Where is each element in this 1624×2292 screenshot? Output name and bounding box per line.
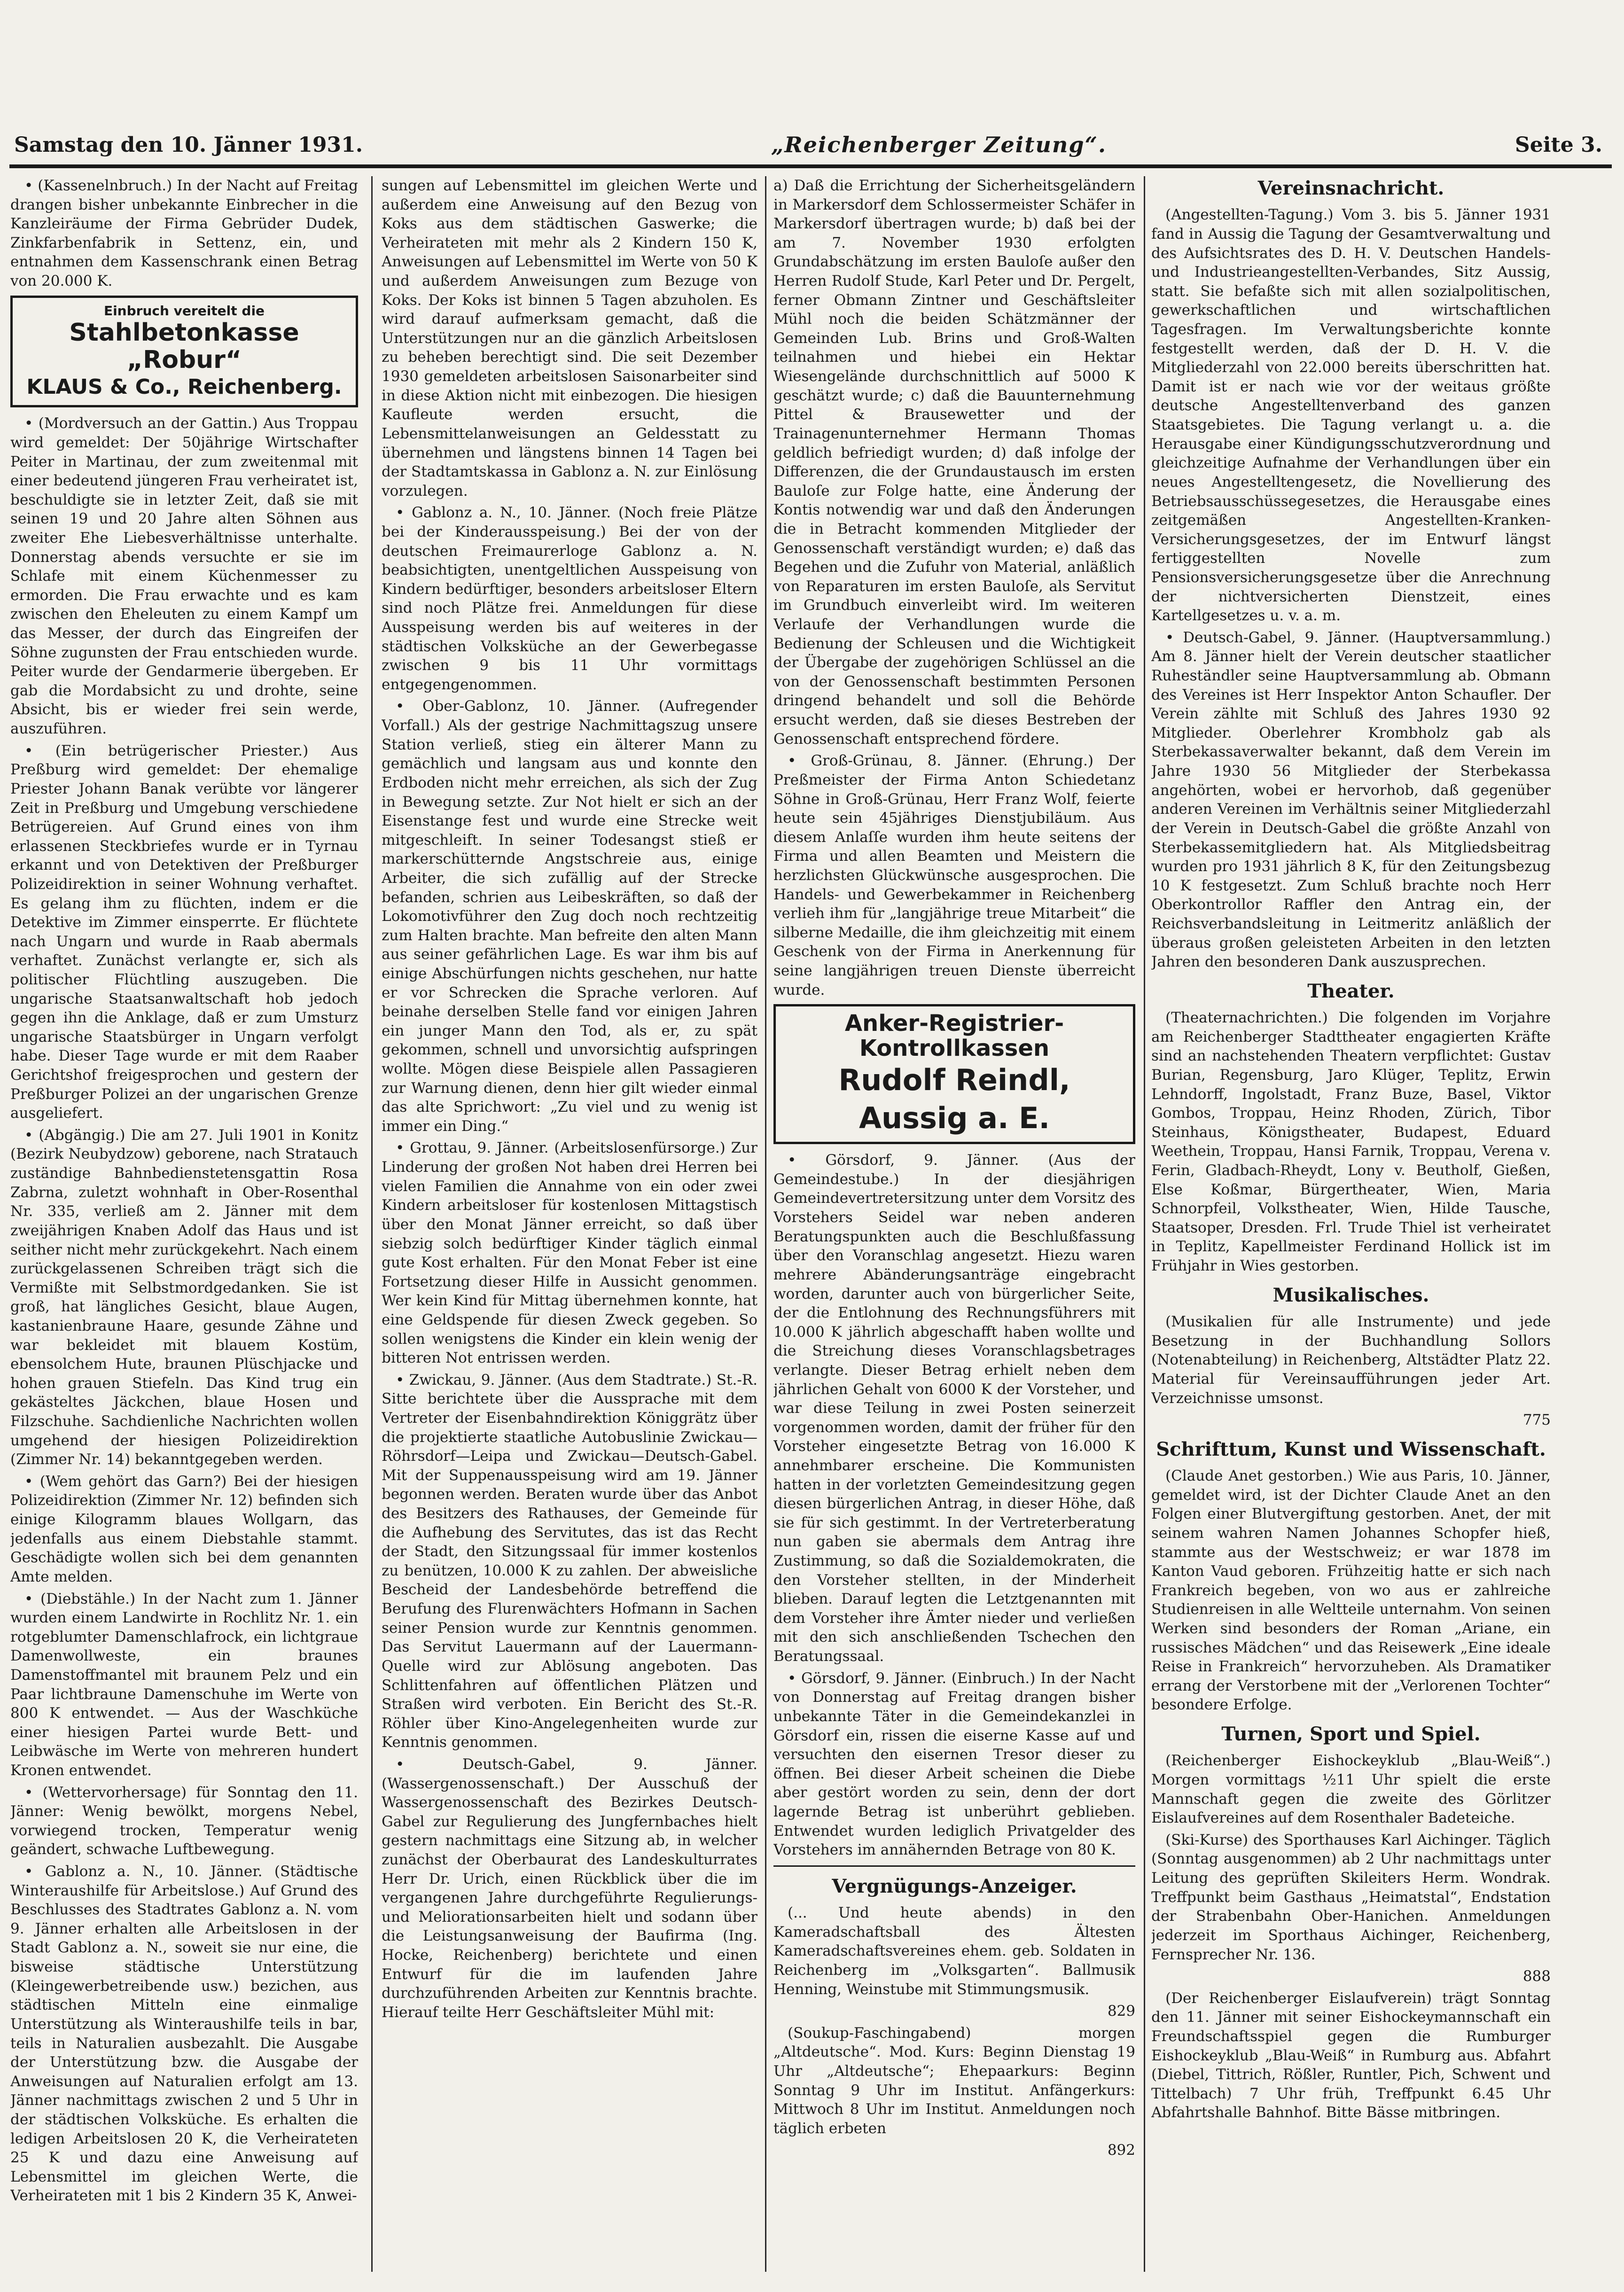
article-continued: sungen auf Lebensmittel im gleichen Werte und außerdem eine Anweisung auf den Bezug von Koks aus dem städtischen Gaswerke; die Verheirateten mit mehr als 2 Kindern 150 K, Anweisungen auf Lebensmittel im Werte von 50 K und außerdem Anweisungen zum Bezuge von Koks. Der Koks ist binnen 5 Tagen abzuholen. Es wird darauf aufmerksam gemacht, daß die Unterstützungen nur an die gänzlich Arbeitslosen zu beheben berechtigt sind. Die seit Dezember 1930 gemeldeten arbeitslosen Saisonarbeiter sind in diese Aktion nicht mit einbezogen. Die hiesigen Kaufleute werden ersucht, die Lebensmittelanweisungen an Geldesstatt zu übernehmen und längstens binnen 14 Tagen bei der Stadtamtskassa in Gablonz a. N. zur Einlösung vorzulegen.: [382, 177, 757, 499]
ad-robur-line2: Stahlbetonkasse „Robur“: [69, 319, 299, 374]
article-gablonz-winteraushilfe: • Gablonz a. N., 10. Jänner. (Städtische Winteraushilfe für Arbeitslose.) Auf Grund des Beschlusses des Stadtrates Gablonz a. N. vom 9. Jänner erhalten alle Arbeitslosen in der Stadt Gablonz a. N., soweit sie nur eine, die bisweise städtische Unterstützung (Kleingewerbetreibende usw.) bezichen, aus städtischen Mitteln eine einmalige Unterstützung als Winteraushilfe teils in bar, teils in Naturalien ausbezahlt. Die Ausgabe der Unterstützung bzw. die Ausgabe der Anweisungen auf Naturalien erfolgt am 13. Jänner nachmittags zwischen 2 und 5 Uhr in der städtischen Volksküche. Es erhalten die ledigen Arbeitslosen 20 K, die Verheirateten 25 K und dazu eine Anweisung auf Lebensmittel im gleichen Werte, die Verheirateten mit 1 bis 2 Kindern 35 K, Anwei-: [10, 1863, 358, 2205]
article-continued: a) Daß die Errichtung der Sicherheitsgeländern in Markersdorf dem Schlossermeister Schäfer in Markersdorf übertragen wurde; b) daß bei der am 7. November 1930 erfolgten Grundabschätzung im ersten Bauloſe außer den Herren Rudolf Stude, Karl Peter und Dr. Pergelt, ferner Obmann Zintner und Geschäftsleiter Mühl noch die beiden Schätzmänner der Gemeinden Lub. Brins und Groß-Walten teilnahmen und hiebei ein Hektar Wiesengelände durchschnittlich auf 5000 K geschätzt wurde; c) daß die Bauunternehmung Pittel & Brausewetter und der Trainagenunternehmer Hermann Thomas geldlich befriedigt wurden; d) daß infolge der Differenzen, die der Grundaustausch im ersten Bauloſe zur Folge hatte, eine Änderung der Kontis notwendig war und daß den Änderungen die in Betracht kommenden Mitglieder der Genossenschaft verständigt wurden; e) daß das Begehen und die Zufuhr von Material, anläßlich von Reparaturen im ersten Bauloſe, als Servitut im Grundbuch einverleibt wird. Im weiteren Verlaufe der Verhandlungen wurde die Bedienung der Schleusen und die Wichtigkeit der Übergabe der zugehörigen Schlüssel an die von der Genossenschaft bestimmten Personen dringend behandelt und soll die Behörde ersucht werden, daß sie dieses Bestreben der Genossenschaft entsprechend fördere.: [773, 177, 1135, 748]
section-heading-vergnuegung: Vergnügungs-Anzeiger.: [832, 1875, 1077, 1897]
listing-number: 775: [1522, 1411, 1551, 1429]
listing-soukup: (Soukup-Faschingabend) morgen „Altdeutsche“. Mod. Kurs: Beginn Dienstag 19 Uhr „Altdeutsche“; Ehepaarkurs: Beginn Sonntag 9 Uhr im Institut. Anfängerkurs: Mittwoch 8 Uhr im Institut. Anmeldungen noch täglich erbeten: [773, 2024, 1135, 2137]
article-kasseneinbruch: • (Kassenelnbruch.) In der Nacht auf Freitag drangen bisher unbekannte Einbrecher in die Kanzleiräume der Firma Gebrüder Dudek, Zinkfarbenfabrik in Settenz, ein, und entnahmen dem Kassenschrank einen Betrag von 20.000 K.: [10, 177, 358, 290]
article-mordversuch: • (Mordversuch an der Gattin.) Aus Troppau wird gemeldet: Der 50jährige Wirtschafter Peiter in Martinau, der zum zweitenmal mit einer bedeutend jüngeren Frau verheiratet ist, beschuldigte sie in letzter Zeit, daß sie mit seinen 19 und 20 Jahre alten Söhnen aus zweiter Ehe Liebesverhältnisse unterhalte. Donnerstag abends versuchte er sie im Schlafe mit einem Küchenmesser zu ermorden. Die Frau erwachte und es kam zwischen den Eheleuten zu einem Kampf um das Messer, der durch das Eingreifen der Söhne zugunsten der Frau entschieden wurde. Peiter wurde der Gendarmerie übergeben. Er gab die Mordabsicht zu und drohte, seine Absicht, bis er wieder frei sein werde, auszuführen.: [10, 415, 358, 738]
section-heading-schrifttum: Schrifttum, Kunst und Wissenschaft.: [1156, 1438, 1546, 1460]
column-divider: [371, 176, 373, 2272]
ad-robur-line1: Einbruch vereitelt die: [103, 303, 265, 319]
section-rule: [773, 1865, 1135, 1867]
article-zwickau: • Zwickau, 9. Jänner. (Aus dem Stadtrate.) St.-R. Sitte berichtete über die Aussprache mit dem Vertreter der Eisenbahndirektion Königgrätz über die projektierte staatliche Autobuslinie Zwickau—Röhrsdorf—Leipa und Zwickau—Deutsch-Gabel. Mit der Suppenausspeisung wird am 19. Jänner begonnen werden. Beraten wurde über das Anbot des Besitzers des Rathauses, der Gemeinde für die Aufhebung des Servitutes, das ist das Recht der Stadt, den Sitzungssaal für immer kostenlos zu benützen, 10.000 K zu zahlen. Der abweisliche Bescheid der Landesbehörde betreffend die Berufung des Flurenwächters Hofmann in Sachen seiner Pension wurde zur Kenntnis genommen. Das Servitut Lauermann auf der Lauermann-Quelle wird zur Ablösung angeboten. Das Schlittenfahren auf öffentlichen Plätzen und Straßen wird verboten. Ein Bericht des St.-R. Röhler über Kino-Angelegenheiten wurde zur Kenntnis genommen.: [382, 1371, 757, 1751]
column-divider: [765, 176, 766, 2272]
article-musikalien: (Musikalien für alle Instrumente) und jede Besetzung in der Buchhandlung Sollors (Notenabteilung) in Reichenberg, Altstädter Platz 22. Material für Vereinsaufführungen jeder Art. Verzeichnisse umsonst.: [1151, 1313, 1551, 1407]
column-4: [1151, 176, 1551, 2272]
article-angestellten-tagung: (Angestellten-Tagung.) Vom 3. bis 5. Jänner 1931 fand in Aussig die Tagung der Gesamtverwaltung und des Aufsichtsrates des D. H. V. Deutschen Handels- und Industrieangestellten-Verbandes, Sitz Aussig, statt. Sie befaßte sich mit allen sozialpolitischen, gewerkschaftlichen und wirtschaftlichen Tagesfragen. Im Verwaltungsberichte konnte festgestellt werden, daß der D. H. V. die Mitgliederzahl von 22.000 bereits überschritten hat. Damit ist er nach wie vor der weitaus größte deutsche Angestelltenverband des ganzen Staatsgebietes. Die Tagung verlangt u. a. die Herausgabe einer Kündigungsschutzverordnung und gleichzeitige Aufnahme der Verhandlungen über ein neues Angestelltengesetz, die Novellierung des Betriebsausschüssegesetzes, die Herausgabe eines zeitgemäßen Angestellten-Kranken-Versicherungsgesetzes, der im Entwurf längst fertiggestellten Novelle zum Pensionsversicherungsgesetze über die Anrechnung der nichtversicherten Dienstzeit, eines Kartellgesetzes u. v. a. m.: [1151, 206, 1551, 624]
article-ski-kurse: (Ski-Kurse) des Sporthauses Karl Aichinger. Täglich (Sonntag ausgenommen) ab 2 Uhr nachmittags unter Leitung des geprüften Skileiters Herm. Wondrak. Treffpunkt beim Gasthaus „Heimatstal“, Endstation der Strabenbahn Ober-Hanichen. Anmeldungen jederzeit im Sporthaus Aichinger, Reichenberg, Fernsprecher Nr. 136.: [1151, 1831, 1551, 1963]
article-eislaufverein: (Der Reichenberger Eislaufverein) trägt Sonntag den 11. Jänner mit seiner Eishockeymannschaft ein Freundschaftsspiel gegen die Rumburger Eishockeyklub „Blau-Weiß“ in Rumburg aus. Abfahrt (Diebel, Tittrich, Rößler, Runtler, Pich, Schwent und Tittelbach) 7 Uhr früh, Treffpunkt 6.45 Uhr Abfahrtshalle Bahnhof. Bitte Bässe mitbringen.: [1151, 1989, 1551, 2121]
column-2: [382, 176, 757, 2272]
ad-anker: [773, 1004, 1135, 1144]
article-kinderausspeisung: • Gablonz a. N., 10. Jänner. (Noch freie Plätze bei der Kinderausspeisung.) Bei der von der deutschen Freimaurerloge Gablonz a. N. beabsichtigten, unentgeltlichen Ausspeisung von Kindern bedürftiger, besonders arbeitsloser Eltern sind noch Plätze frei. Anmeldungen für diese Ausspeisung werden bis auf weiteres in der städtischen Volksküche an der Gewerbegasse zwischen 9 bis 11 Uhr vormittags entgegengenommen.: [382, 504, 757, 693]
masthead-rule: [9, 164, 1612, 168]
masthead: [14, 126, 1602, 164]
article-grottau: • Grottau, 9. Jänner. (Arbeitslosenfürsorge.) Zur Linderung der großen Not haben drei Herren bei vielen Familien die Annahme von ein oder zwei Kindern arbeitsloser für kostenlosen Mittagstisch über den Monat Jänner erreicht, so daß über siebzig solch bedürftiger Kinder täglich einmal gute Kost erhalten. Für den Monat Feber ist eine Fortsetzung dieser Hilfe in Aussicht genommen. Wer kein Kind für Mittag übernehmen konnte, hat eine Geldspende für diesen Zweck gegeben. So sollen wenigstens die Kinder ein klein wenig der bitteren Not entrissen werden.: [382, 1139, 757, 1367]
article-abgaengig: • (Abgängig.) Die am 27. Juli 1901 in Konitz (Bezirk Neubydzow) geborene, nach Stratauch zuständige Bahnbedienstetensgattin Rosa Zabrna, zuletzt wohnhaft in Ober-Rosenthal Nr. 335, verließ am 2. Jänner mit dem zweijährigen Knaben Adolf das Haus und ist seither nicht mehr zurückgekehrt. Nach einem zurückgelassenen Schreiben trägt sich die Vermißte mit Selbstmordgedanken. Sie ist groß, hat längliches Gesicht, blaue Augen, kastanienbraune Haare, gesunde Zähne und war bekleidet mit blauem Kostüm, ebensolchem Hute, braunen Plüschjacke und hohen grauen Stiefeln. Das Kind trug ein gekästeltes Jäckchen, blaue Hosen und Filzschuhe. Sachdienliche Nachrichten wollen umgehend der hiesigen Polizeidirektion (Zimmer Nr. 14) bekanntgegeben werden.: [10, 1126, 358, 1468]
section-heading-musik: Musikalisches.: [1273, 1284, 1429, 1306]
article-wetter: • (Wettervorhersage) für Sonntag den 11. Jänner: Wenig bewölkt, morgens Nebel, vorwiegend trocken, Temperatur wenig geändert, schwache Luftbewegung.: [10, 1784, 358, 1858]
ad-anker-line2: Rudolf Reindl, Aussig a. E.: [838, 1062, 1070, 1136]
newspaper-title: „Reichenberger Zeitung“.: [771, 132, 1107, 157]
article-goersdorf-gemeinde: • Görsdorf, 9. Jänner. (Aus der Gemeindestube.) In der diesjährigen Gemeindevertretersitzung unter dem Vorsitz des Vorstehers Seidel war neben anderen Beratungspunkten auch die Beschlußfassung über den Voranschlag angesetzt. Hiezu waren mehrere Abänderungsanträge eingebracht worden, darunter auch von bürgerlicher Seite, der die Entlohnung des Rechnungsführers mit 10.000 K jährlich abgeschafft haben wollte und die Streichung dieses Voranschlagsbetrages verlangte. Dieser Betrag erhielt neben dem jährlichen Gehalt von 6000 K der Vorsteher, und war diese Teilung in zwei Posten seinerzeit vorgenommen worden, damit der früher für den Vorsteher eingesetzte Betrag von 16.000 K annehmbarer erscheine. Die Kommunisten hatten in der vorletzten Gemeindesitzung gegen diesen bürgerlichen Antrag, in dieser Höhe, daß sie für sich gestimmt. In der Vertreterberatung nun gaben sie abermals dem Antrag ihre Zustimmung, so daß die Sozialdemokraten, die den Vorsteher stellten, in der Minderheit blieben. Darauf legten die Letztgenannten mit dem Vorsteher ihre Ämter nieder und verließen mit den sich anschließenden Tschechen den Beratungssaal.: [773, 1152, 1135, 1665]
ad-robur-line3: KLAUS & Co., Reichenberg.: [26, 374, 342, 399]
page-number: Seite 3.: [1515, 133, 1602, 157]
article-claude-anet: (Claude Anet gestorben.) Wie aus Paris, 10. Jänner, gemeldet wird, ist der Dichter Claude Anet an den Folgen einer Blutvergiftung gestorben. Anet, der mit seinem wahren Namen Johannes Schopfer hieß, stammte aus der Westschweiz; er war 1878 im Kanton Vaud geboren. Frühzeitig hatte er sich nach Frankreich begeben, von wo aus er zahlreiche Studienreisen in alle Weltteile unternahm. Von seinen Werken sind besonders der Roman „Ariane, ein russisches Mädchen“ und das Reisewerk „Eine ideale Reise in Frankreich“ hervorzuheben. Als Dramatiker errang der Verstorbene mit der „Verlorenen Tochter“ besondere Erfolge.: [1151, 1467, 1551, 1714]
article-garn: • (Wem gehört das Garn?) Bei der hiesigen Polizeidirektion (Zimmer Nr. 12) befinden sich einige Kilogramm blaues Wollgarn, das jedenfalls aus einem Diebstahle stammt. Geschädigte wollen sich bei dem genannten Amte melden.: [10, 1473, 358, 1585]
article-deutsch-gabel-wasser: • Deutsch-Gabel, 9. Jänner. (Wassergenossenschaft.) Der Ausschuß der Wassergenossenschaft des Bezirkes Deutsch-Gabel zur Regulierung des Jungfernbaches hielt gestern nachmittags eine Sitzung ab, in welcher zunächst der Oberbaurat des Landeskulturrates Herr Dr. Urich, einen Rückblick über die im vergangenen Jahre durchgeführte Regulierungs- und Meliorationsarbeiten hielt und sodann über die Leistungsanweisung der Baufirma (Ing. Hocke, Reichenberg) berichtete und einen Entwurf für die im laufenden Jahre durchzuführenden Arbeiten zur Kenntnis brachte. Hierauf teilte Herr Geschäftsleiter Mühl mit:: [382, 1755, 757, 2021]
listing-number: 892: [1107, 2142, 1135, 2159]
listing-number: 829: [1107, 2003, 1135, 2020]
section-heading-verein: Vereinsnachricht.: [1257, 177, 1444, 199]
ad-anker-line1: Anker-Registrier-Kontrollkassen: [844, 1010, 1064, 1061]
article-priester: • (Ein betrügerischer Priester.) Aus Preßburg wird gemeldet: Der ehemalige Priester Johann Banak verübte vor längerer Zeit in Preßburg und Umgebung verschiedene Betrügereien. Auf Grund eines von ihm erlassenen Steckbriefes wurde er in Tyrnau erkannt und von Detektiven der Preßburger Polizeidirektion in seiner Wohnung verhaftet. Es gelang ihm zu flüchten, indem er die Detektive im Zimmer einsperrte. Er flüchtete nach Ungarn und wurde in Raab abermals verhaftet. Zunächst verlangte er, sich als politischer Flüchtling auszugeben. Die ungarische Staatsanwaltschaft hob jedoch gegen ihn die Anklage, daß er zum Umsturz ungarische Staatsbürger in Ungarn verfolgt habe. Dieser Tage wurde er mit dem Raaber Gerichtshof freigesprochen und gestern der Preßburger Polizei an der ungarischen Grenze ausgeliefert.: [10, 742, 358, 1122]
column-divider: [1144, 176, 1145, 2272]
article-eishockeyklub: (Reichenberger Eishockeyklub „Blau-Weiß“.) Morgen vormittags ½11 Uhr spielt die erste Mannschaft gegen die zweite des Görlitzer Eislaufvereines auf dem Rosenthaler Badeteiche.: [1151, 1752, 1551, 1827]
section-heading-theater: Theater.: [1307, 980, 1395, 1002]
listing-kameradschaftsball: (... Und heute abends) in den Kameradschaftsball des Ältesten Kameradschaftsvereines ehem. geb. Soldaten in Reichenberg im „Volksgarten“. Ballmusik Henning, Weinstube mit Stimmungsmusik.: [773, 1904, 1135, 1998]
column-1: [10, 176, 358, 2272]
column-3: [773, 176, 1135, 2272]
article-diebstaehle: • (Diebstähle.) In der Nacht zum 1. Jänner wurden einem Landwirte in Rochlitz Nr. 1. ein rotgeblumter Damenschlafrock, ein lichtgraue Damenwollweste, ein braunes Damenstoffmantel mit braunem Pelz und ein Paar lichtbraune Damenschuhe im Werte von 800 K entwendet. — Aus der Waschküche einer hiesigen Partei wurde Bett- und Leibwäsche im Werte von mehreren hundert Kronen entwendet.: [10, 1590, 358, 1779]
ad-robur: [10, 296, 358, 408]
article-ober-gablonz: • Ober-Gablonz, 10. Jänner. (Aufregender Vorfall.) Als der gestrige Nachmittagszug unsere Station verließ, stieg ein älterer Mann zu gemächlich und langsam aus und konnte den Erdboden nicht mehr erreichen, als sich der Zug in Bewegung setzte. Zur Not hielt er sich an der Eisenstange fest und wurde eine Strecke weit mitgeschleift. In seiner Todesangst stieß er markerschütternde Angstschreie aus, einige Arbeiter, die sich zufällig auf der Strecke befanden, schrien aus Leibeskräften, so daß der Lokomotivführer den Zug doch noch rechtzeitig zum Halten brachte. Man befreite den alten Mann aus seiner gefährlichen Lage. Es war ihm bis auf einige Abschürfungen nichts geschehen, nur hatte er vor Schrecken die Sprache verloren. Auf beinahe derselben Stelle fand vor einigen Jahren ein junger Mann den Tod, als er, zu spät gekommen, schnell und unvorsichtig aufspringen wollte. Mögen diese Beispiele allen Passagieren zur Warnung dienen, denn hier gilt wieder einmal das alte Sprichwort: „Zu viel und zu wenig ist immer ein Ding.“: [382, 698, 757, 1135]
article-hauptversammlung: • Deutsch-Gabel, 9. Jänner. (Hauptversammlung.) Am 8. Jänner hielt der Verein deutscher staatlicher Ruheständler seine Hauptversammlung ab. Obmann des Vereines ist Herr Inspektor Anton Schaufler. Der Verein zählte mit Schluß des Jahres 1930 92 Mitglieder. Oberlehrer Krombholz gab als Sterbekassaverwalter bekannt, daß dem Verein im Jahre 1930 56 Mitglieder der Sterbekassa angehörten, wobei er hervorhob, daß gegenüber anderen Vereinen im Verhältnis seiner Mitgliederzahl der Verein in Deutsch-Gabel die größte Anzahl von Sterbekassemitgliedern hat. Als Mitgliedsbeitrag wurden pro 1931 jährlich 8 K, für den Zeitungsbezug 10 K festgesetzt. Zum Schluß brachte noch Herr Oberkontrollor Raffler den Antrag ein, der Reichsverbandsleitung in Leitmeritz anläßlich der überaus großen geleisteten Arbeiten in den letzten Jahren den besonderen Dank auszusprechen.: [1151, 629, 1551, 971]
listing-number: 888: [1522, 1968, 1551, 1985]
article-goersdorf-einbruch: • Görsdorf, 9. Jänner. (Einbruch.) In der Nacht von Donnerstag auf Freitag drangen bisher unbekannte Täter in die Gemeindekanzlei in Görsdorf ein, rissen die eiserne Kasse auf und versuchten den eisernen Tresor dieser zu öffnen. Bei dieser Arbeit scheinen die Diebe aber gestört worden zu sein, denn der dort lagernde Betrag ist unberührt geblieben. Entwendet wurden lediglich Privatgelder des Vorstehers im annähernden Betrage von 80 K.: [773, 1669, 1135, 1859]
article-gross-gruenau: • Groß-Grünau, 8. Jänner. (Ehrung.) Der Preßmeister der Firma Anton Schiedetanz Söhne in Groß-Grünau, Herr Franz Wolf, feierte heute sein 45jähriges Dienstjubiläum. Aus diesem Anlaſſe wurden ihm heute seitens der Firma und allen Beamten und Meistern die herzlichsten Glückwünsche ausgesprochen. Die Handels- und Gewerbekammer in Reichenberg verlieh ihm für „langjährige treue Mitarbeit“ die silberne Medaille, die ihm gleichzeitig mit einem Geschenk von der Firma in Anerkennung für seine langjährigen treuen Dienste überreicht wurde.: [773, 752, 1135, 998]
article-theaternachrichten: (Theaternachrichten.) Die folgenden im Vorjahre am Reichenberger Stadttheater engagierten Kräfte sind an nachstehenden Theatern verpflichtet: Gustav Burian, Regensburg, Jaro Klüger, Teplitz, Erwin Lehndorff, Ingolstadt, Franz Buze, Basel, Viktor Gombos, Troppau, Heinz Rhoden, Zürich, Tibor Steinhaus, Königstheater, Budapest, Eduard Weethein, Troppau, Hansi Farnik, Troppau, Verena v. Ferin, Gladbach-Rheydt, Lony v. Beutholf, Gießen, Else Koßmar, Bürgertheater, Wien, Maria Schnorpfeil, Volkstheater, Wien, Hilde Tausche, Staatsoper, Dresden. Frl. Trude Thiel ist verheiratet in Teplitz, Kapellmeister Ferdinand Hollick ist im Frühjahr in Wies gestorben.: [1151, 1009, 1551, 1275]
issue-date: Samstag den 10. Jänner 1931.: [14, 133, 363, 157]
section-heading-sport: Turnen, Sport und Spiel.: [1221, 1723, 1481, 1746]
